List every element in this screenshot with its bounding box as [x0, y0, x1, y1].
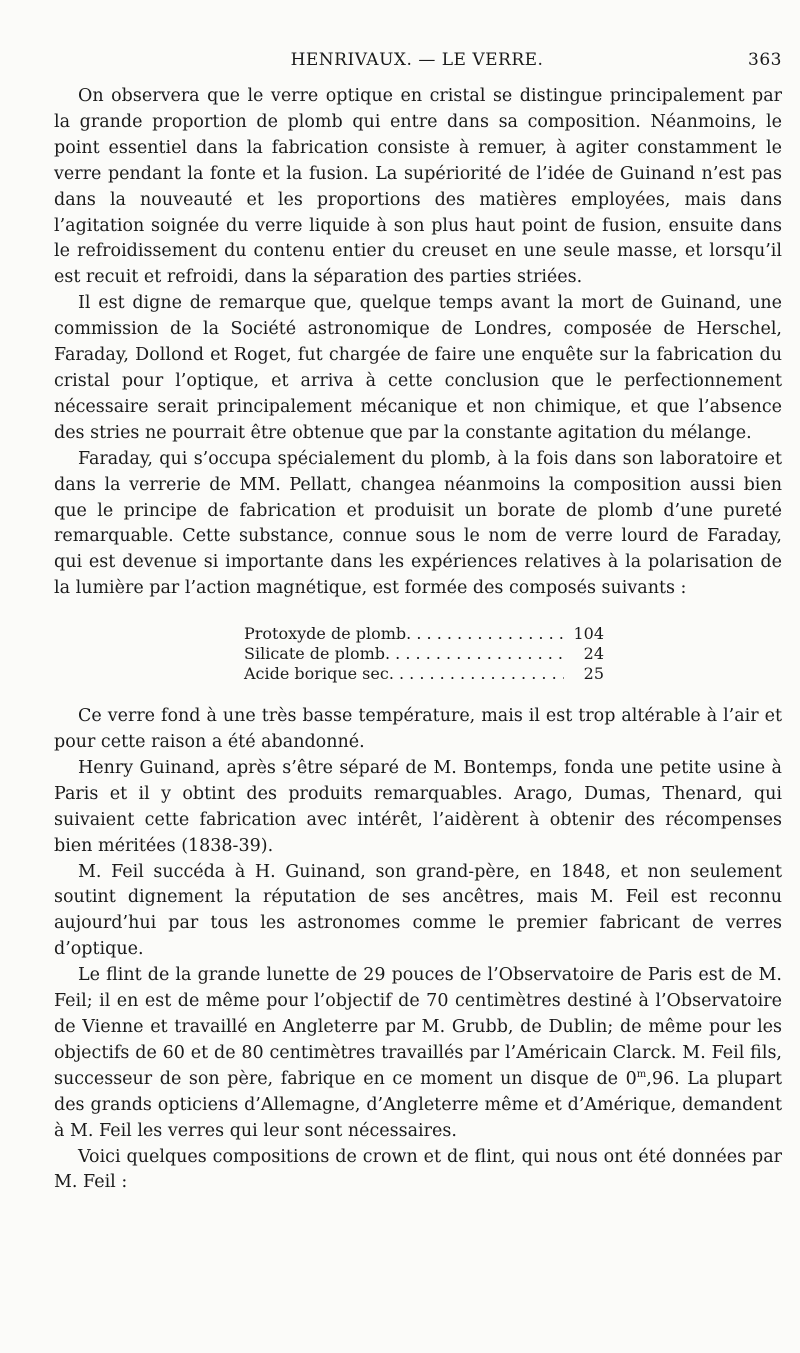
paragraph: Voici quelques compositions de crown et de flint, qui nous ont été données par M. Feil :	[54, 1146, 782, 1193]
paragraph: Faraday, qui s’occupa spécialement du plomb, à la fois dans son laboratoire et dans la verrerie de MM. Pellatt, changea néanmoins la composition aussi bien que le principe de fabrication et produisit un borate de plomb d’une pureté remarquable. Cette substance, connue sous le nom de verre lourd de Faraday, qui est devenue si importante dans les expériences relatives à la polarisation de la lumière par l’action magnétique, est formée des composés suivants :	[54, 448, 782, 599]
composition-row	[244, 624, 604, 644]
paragraph	[54, 963, 782, 1144]
paragraph-text: Le flint de la grande lunette de 29 pouces de l’Observatoire de Paris est de M. Feil; il en est de même pour l’objectif de 70 centimètres destiné à l’Observatoire de Vienne et travaillé en Angleterre par M. Grubb, de Dublin; de même pour les objectifs de 60 et de 80 centimètres travaillés par l’Américain Clarck. M. Feil fils, successeur de son père, fabrique en ce moment un disque de 0	[54, 965, 782, 1089]
composition-value: 24	[583, 644, 604, 664]
composition-label: Protoxyde de plomb	[244, 624, 407, 644]
composition-label: Acide borique sec	[244, 664, 389, 684]
body-text	[54, 84, 782, 1196]
paragraph: Ce verre fond à une très basse température, mais il est trop altérable à l’air et pour cette raison a été abandonné.	[54, 706, 782, 753]
composition-label: Silicate de plomb	[244, 644, 385, 664]
dot-leader	[389, 664, 564, 684]
paragraph: On observera que le verre optique en cristal se distingue principalement par la grande proportion de plomb qui entre dans sa composition. Néanmoins, le point essentiel dans la fabrication consiste à remuer, à agiter constamment le verre pendant la fonte et la fusion. La supériorité de l’idée de Guinand n’est pas dans la nouveauté et les proportions des matières employées, mais dans l’agitation soignée du verre liquide à son plus haut point de fusion, ensuite dans le refroidissement du contenu entier du creuset en une seule masse, et lorsqu’il est recuit et refroidi, dans la séparation des parties striées.	[54, 86, 782, 288]
composition-value: 104	[573, 624, 604, 644]
composition-row	[244, 664, 604, 684]
composition-value: 25	[583, 664, 604, 684]
paragraph: Il est digne de remarque que, quelque temps avant la mort de Guinand, une commission de la Société astronomique de Londres, composée de Herschel, Faraday, Dollond et Roget, fut chargée de faire une enquête sur la fabrication du cristal pour l’optique, et arriva à cette conclusion que le perfectionnement nécessaire serait principalement mécanique et non chimique, et que l’absence des stries ne pourrait être obtenue que par la constante agitation du mélange.	[54, 293, 782, 443]
paragraph: M. Feil succéda à H. Guinand, son grand-père, en 1848, et non seulement soutint dignement la réputation de ses ancêtres, mais M. Feil est reconnu aujourd’hui par tous les astronomes comme le premier fabricant de verres d’optique.	[54, 861, 782, 960]
composition-row	[244, 644, 604, 664]
running-title: HENRIVAUX. — LE VERRE.	[290, 50, 544, 70]
dot-leader	[406, 624, 564, 644]
paragraph: Henry Guinand, après s’être séparé de M. Bontemps, fonda une petite usine à Paris et il y obtint des produits remarquables. Arago, Dumas, Thenard, qui suivaient cette fabrication avec intérêt, l’aidèrent à obtenir des récompenses bien méritées (1838-39).	[54, 757, 782, 856]
page-number: 363	[748, 50, 782, 70]
composition-table	[244, 624, 604, 684]
unit-superscript: m	[636, 1068, 647, 1080]
dot-leader	[385, 644, 564, 664]
paragraph-text: ,96. La plupart des grands opticiens d’Allemagne, d’Angleterre même et d’Amérique, demandent à M. Feil les verres qui leur sont nécessaires.	[54, 1068, 782, 1141]
